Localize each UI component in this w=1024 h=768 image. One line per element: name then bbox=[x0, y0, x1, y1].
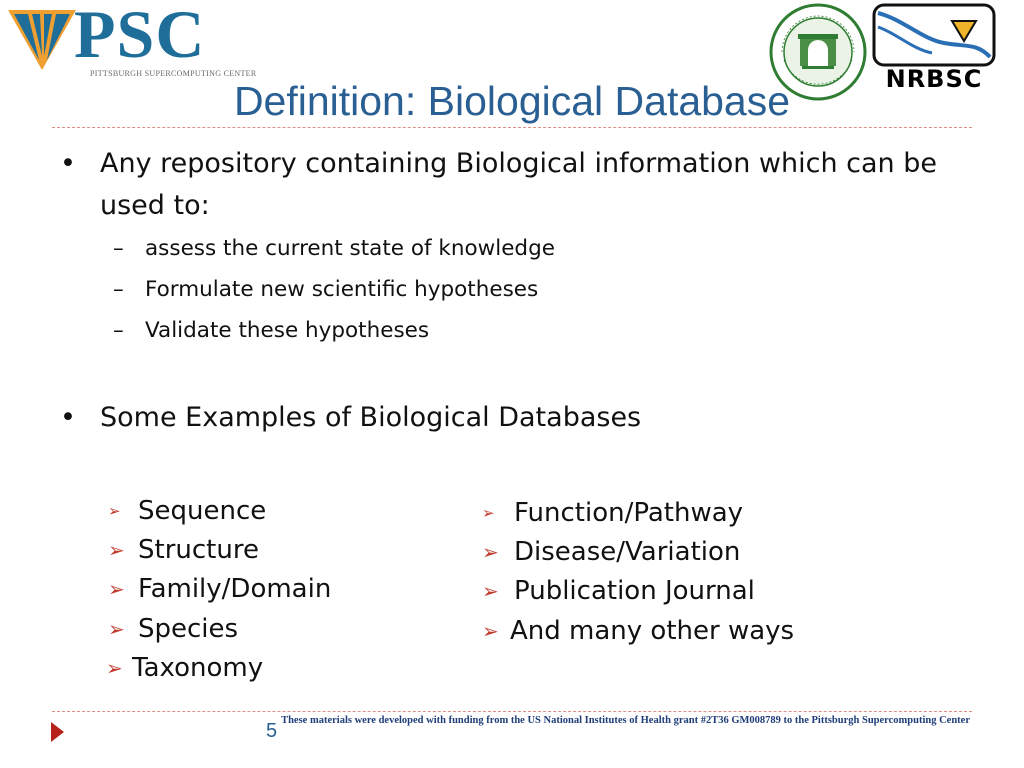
psc-emblem-icon bbox=[8, 8, 78, 80]
arrow-bullet-icon: ➢ bbox=[108, 538, 125, 562]
dash-icon: – bbox=[113, 318, 124, 343]
example-item bbox=[106, 651, 263, 685]
arrow-bullet-icon: ➢ bbox=[482, 540, 499, 564]
arrow-bullet-icon: ➢ bbox=[482, 619, 499, 643]
example-item bbox=[108, 572, 331, 606]
sub-item bbox=[113, 235, 555, 263]
title-divider bbox=[52, 127, 972, 128]
footer-funding-note: These materials were developed with funding from the US National Institutes of Health grant #2T36 GM008789 to the Pittsburgh Supercomputing Center bbox=[281, 715, 970, 726]
dash-icon: – bbox=[113, 277, 124, 302]
psc-wordmark: PSC bbox=[74, 0, 206, 72]
example-text: Sequence bbox=[138, 496, 267, 526]
example-item bbox=[108, 533, 259, 567]
arrow-bullet-icon: ➢ bbox=[108, 502, 121, 520]
footer-divider bbox=[52, 711, 972, 712]
page-number: 5 bbox=[266, 720, 278, 742]
nrbsc-emblem-icon bbox=[872, 3, 996, 67]
bullet-text: Some Examples of Biological Databases bbox=[100, 402, 642, 433]
example-item bbox=[108, 494, 266, 528]
example-text: Publication Journal bbox=[514, 576, 755, 606]
example-item bbox=[482, 614, 794, 648]
example-text: Species bbox=[138, 614, 239, 644]
arrow-bullet-icon: ➢ bbox=[482, 504, 495, 522]
dash-icon: – bbox=[113, 236, 124, 261]
sub-item bbox=[113, 276, 538, 304]
sub-item bbox=[113, 317, 429, 345]
arrow-bullet-icon: ➢ bbox=[106, 656, 123, 680]
bullet-icon: • bbox=[60, 148, 76, 179]
example-text: Structure bbox=[138, 535, 259, 565]
nrbsc-wordmark: NRBSC bbox=[885, 65, 983, 93]
bullet-item bbox=[60, 143, 950, 227]
slide-title: Definition: Biological Database bbox=[233, 78, 791, 124]
example-item bbox=[482, 574, 755, 608]
arrow-bullet-icon: ➢ bbox=[108, 617, 125, 641]
bullet-item bbox=[60, 397, 950, 439]
sub-item-text: assess the current state of knowledge bbox=[145, 236, 555, 261]
sub-item-text: Validate these hypotheses bbox=[145, 318, 430, 343]
example-item bbox=[482, 496, 743, 530]
footer-arrow-icon bbox=[51, 722, 64, 742]
example-text: And many other ways bbox=[510, 616, 795, 646]
arrow-bullet-icon: ➢ bbox=[482, 579, 499, 603]
example-text: Family/Domain bbox=[138, 574, 332, 604]
psc-logo bbox=[8, 0, 257, 78]
example-text: Disease/Variation bbox=[514, 537, 741, 567]
sub-item-text: Formulate new scientific hypotheses bbox=[145, 277, 539, 302]
example-text: Function/Pathway bbox=[514, 498, 744, 528]
example-item bbox=[108, 612, 238, 646]
bullet-text: Any repository containing Biological information which can be used to: bbox=[100, 148, 937, 221]
psc-subtitle: PITTSBURGH SUPERCOMPUTING CENTER bbox=[90, 69, 257, 78]
arrow-bullet-icon: ➢ bbox=[108, 577, 125, 601]
bullet-icon: • bbox=[60, 402, 76, 433]
example-text: Taxonomy bbox=[132, 653, 264, 683]
example-item bbox=[482, 535, 740, 569]
